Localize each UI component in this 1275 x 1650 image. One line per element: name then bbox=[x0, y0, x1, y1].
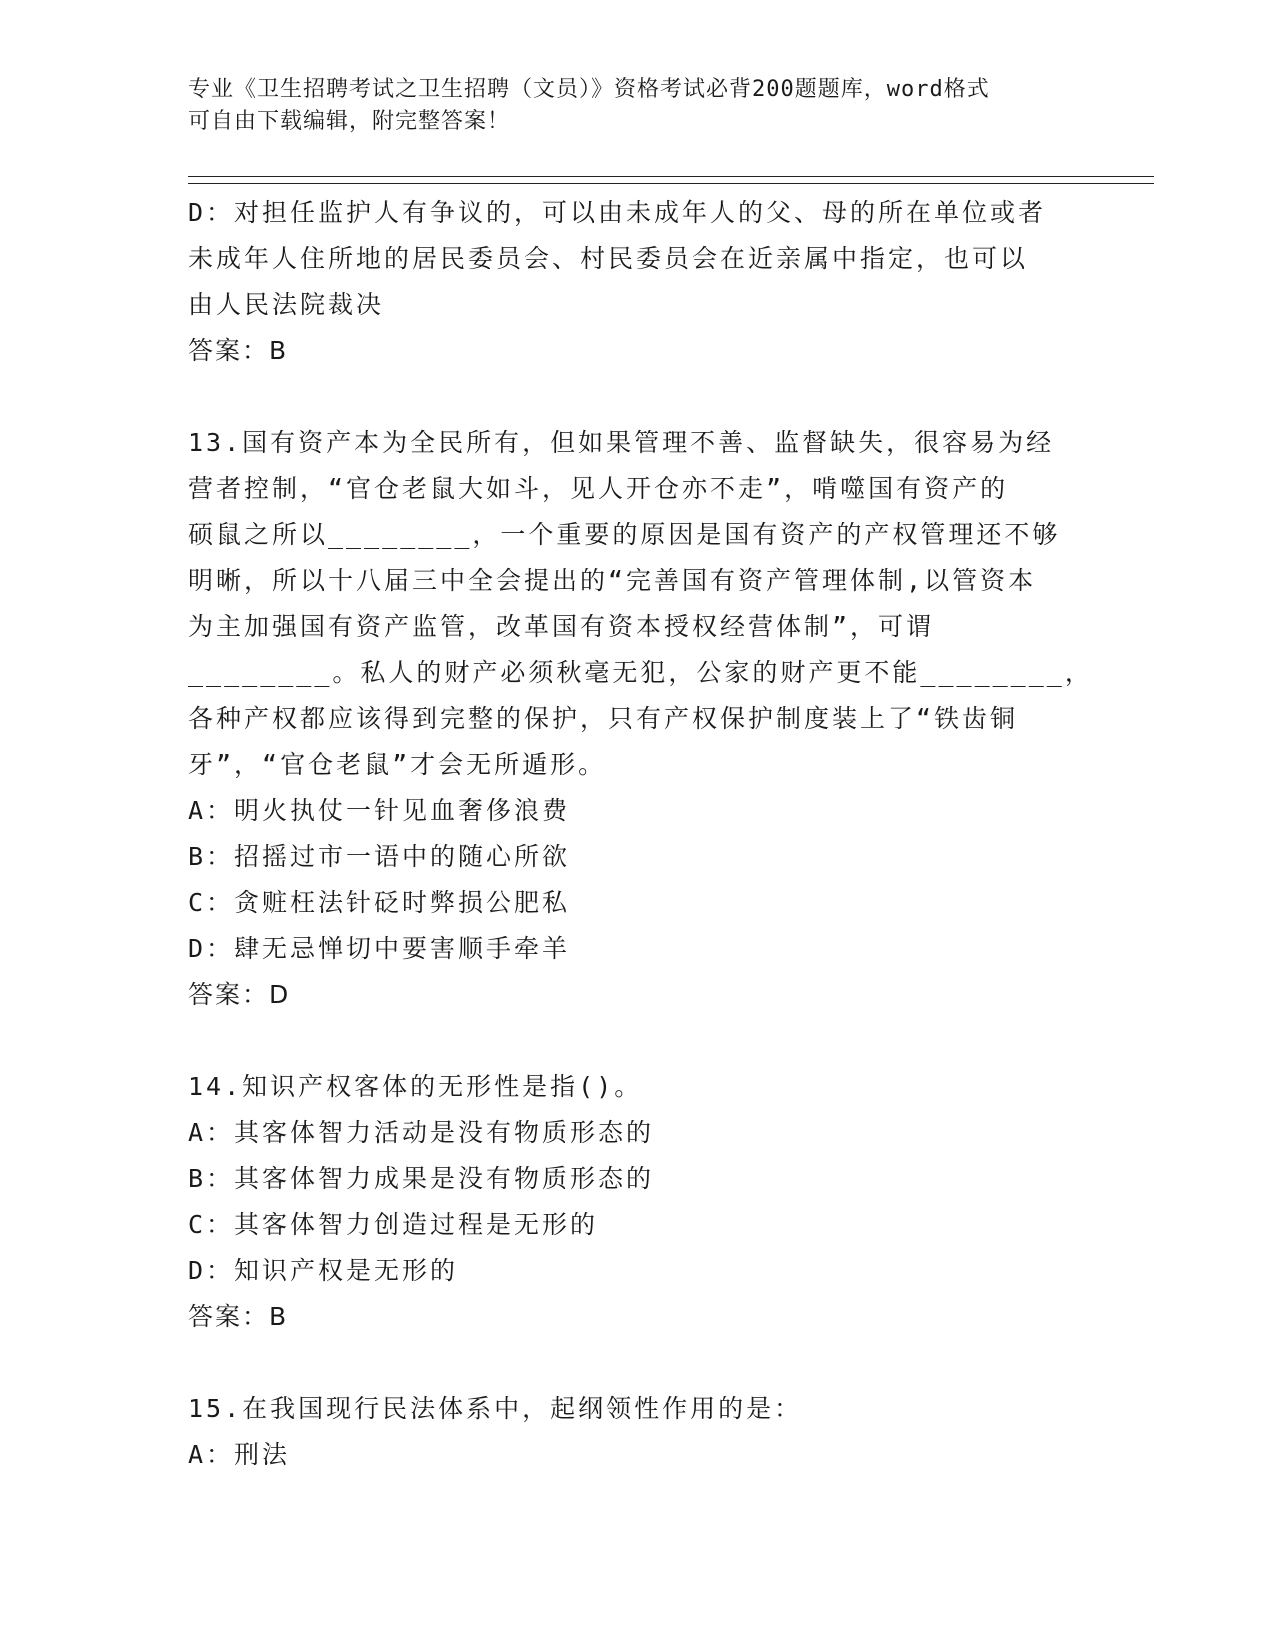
header-title-line-2: 可自由下载编辑，附完整答案！ bbox=[188, 109, 511, 134]
option-c: C：贪赃枉法针砭时弊损公肥私 bbox=[188, 888, 571, 917]
question-stem-line: ________。私人的财产必须秋毫无犯，公家的财产更不能________， bbox=[188, 658, 1093, 687]
question-stem-line: 13.国有资产本为全民所有，但如果管理不善、监督缺失，很容易为经 bbox=[188, 428, 1055, 457]
question-content bbox=[188, 190, 1093, 1478]
question-stem-line: 明晰，所以十八届三中全会提出的“完善国有资产管理体制,以管资本 bbox=[188, 566, 1037, 595]
option-d: D：知识产权是无形的 bbox=[188, 1256, 459, 1285]
header-title-line-1: 专业《卫生招聘考试之卫生招聘（文员）》资格考试必背200题题库，word格式 bbox=[188, 77, 990, 102]
question-stem-line: 为主加强国有资产监管，改革国有资本授权经营体制”，可谓 bbox=[188, 612, 935, 641]
header-divider-top bbox=[188, 176, 1154, 177]
question-13 bbox=[188, 420, 1093, 1018]
question-15 bbox=[188, 1386, 1088, 1478]
option-d-line: D：对担任监护人有争议的，可以由未成年人的父、母的所在单位或者 bbox=[188, 198, 1047, 227]
option-d-line: 未成年人住所地的居民委员会、村民委员会在近亲属中指定，也可以 bbox=[188, 244, 1029, 273]
option-b: B：其客体智力成果是没有物质形态的 bbox=[188, 1164, 655, 1193]
question-stem-line: 各种产权都应该得到完整的保护，只有产权保护制度装上了“铁齿铜 bbox=[188, 704, 1019, 733]
question-stem-line: 牙”，“官仓老鼠”才会无所遁形。 bbox=[188, 750, 607, 779]
option-d: D：肆无忌惮切中要害顺手牵羊 bbox=[188, 934, 571, 963]
question-stem-line: 营者控制，“官仓老鼠大如斗，见人开仓亦不走”，啃噬国有资产的 bbox=[188, 474, 1009, 503]
option-b: B：招摇过市一语中的随心所欲 bbox=[188, 842, 571, 871]
question-12-tail bbox=[188, 190, 1088, 374]
question-14 bbox=[188, 1064, 1088, 1340]
question-stem: 15.在我国现行民法体系中，起纲领性作用的是： bbox=[188, 1394, 803, 1423]
answer-label: 答案：D bbox=[188, 980, 291, 1009]
question-stem: 14.知识产权客体的无形性是指()。 bbox=[188, 1072, 643, 1101]
option-a: A：其客体智力活动是没有物质形态的 bbox=[188, 1118, 655, 1147]
answer-label: 答案：B bbox=[188, 336, 289, 365]
option-d-line: 由人民法院裁决 bbox=[188, 290, 385, 319]
option-a: A：明火执仗一针见血奢侈浪费 bbox=[188, 796, 571, 825]
header-divider-bottom bbox=[188, 183, 1154, 184]
option-c: C：其客体智力创造过程是无形的 bbox=[188, 1210, 599, 1239]
option-a: A：刑法 bbox=[188, 1440, 291, 1469]
document-header bbox=[188, 74, 1088, 138]
question-stem-line: 硕鼠之所以________，一个重要的原因是国有资产的产权管理还不够 bbox=[188, 520, 1061, 549]
answer-label: 答案：B bbox=[188, 1302, 289, 1331]
